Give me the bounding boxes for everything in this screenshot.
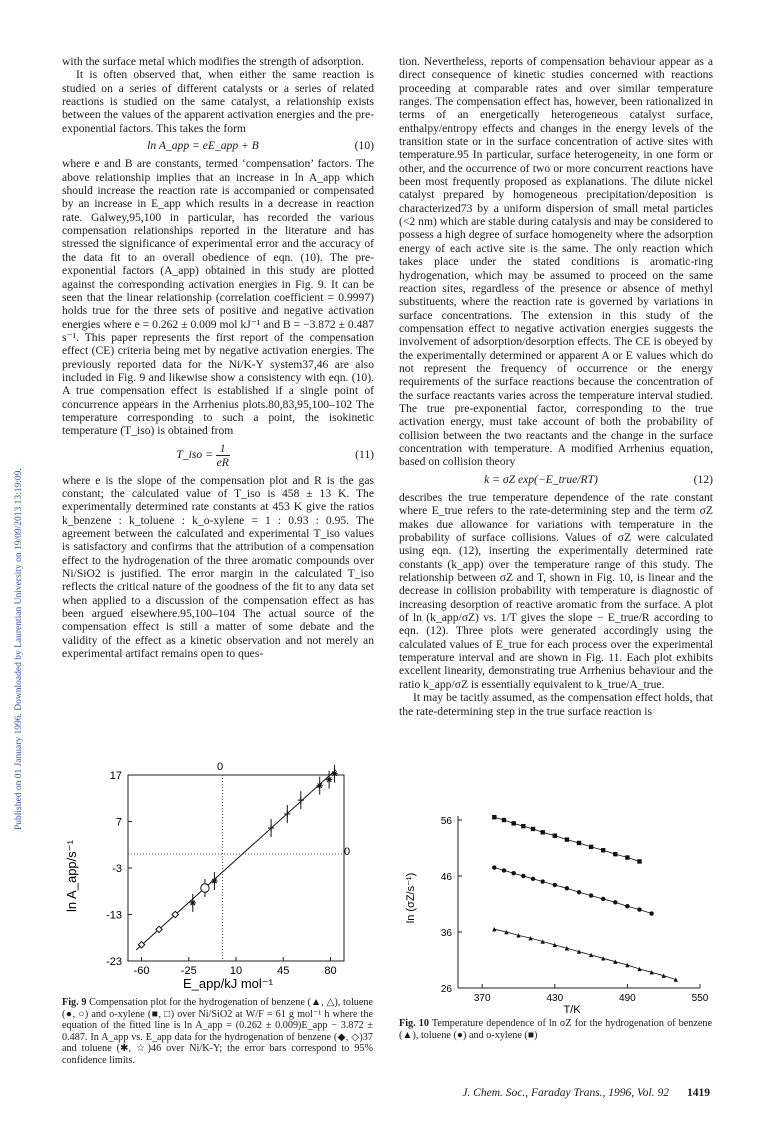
fraction-numerator: 1 — [216, 442, 230, 456]
data-point-circle — [541, 879, 545, 883]
data-point-square — [502, 818, 506, 822]
y-tick-label: 56 — [440, 816, 452, 827]
data-point-circle — [531, 877, 535, 881]
data-point-circle — [511, 871, 515, 875]
data-point-triangle — [613, 959, 617, 963]
data-point-star — [211, 878, 217, 884]
data-point-square — [531, 827, 535, 831]
y-tick-label: -13 — [106, 909, 122, 922]
equation-number: (11) — [355, 448, 374, 462]
y-axis-label: ln (σZ/s⁻¹) — [405, 872, 417, 924]
figure-10-caption — [399, 1018, 712, 1041]
data-point-square — [565, 837, 569, 841]
fraction-denominator: eR — [216, 455, 229, 469]
paragraph: where e is the slope of the compensation plot and R is the gas constant; the calculated value of T_iso is 458 ± 13 K. The experimentally determined rate constants at 453 K give the ratios k_benzene : k_toluene : k_o-xylene = 1 : 0.93 : 0.95. The agreement between the calculated and experimental T_iso values is satisfactory and confirms that the attribution of a compensation effect to the hydrogenation of the three aromatic compounds over Ni/SiO2 is justified. The error margin in the calculated T_iso reflects the critical nature of the goodness of the fit to any data set when applied to a discussion of the compensation effect as has been argued elsewhere.95,100–104 The actual source of the compensation effect is still a matter of some debate and the validity of the effect as a kinetic observation and not merely an experimental artifact remains open to ques- — [62, 473, 374, 661]
y-tick-label: 7 — [115, 816, 122, 829]
x-tick-label: -60 — [133, 965, 150, 977]
data-point-triangle — [649, 970, 653, 974]
data-point-circle — [553, 883, 557, 887]
data-point-triangle — [625, 963, 629, 967]
fraction — [216, 442, 230, 469]
data-point-triangle — [553, 943, 557, 947]
data-point-triangle — [589, 953, 593, 957]
x-tick-label: 10 — [229, 965, 243, 977]
right-column — [399, 55, 713, 718]
y-tick-label: 46 — [440, 872, 452, 883]
x-tick-label: 430 — [546, 993, 564, 1004]
equation-body: ln A_app = eE_app + B — [147, 139, 259, 153]
equation-body: k = σZ exp(−E_true/RT) — [484, 472, 598, 486]
data-point-circle — [577, 890, 581, 894]
data-point-circle — [601, 897, 605, 901]
data-point-triangle — [577, 949, 581, 953]
equation-number: (12) — [693, 472, 713, 486]
paragraph: It may be tacitly assumed, as the compensation effect holds, that the rate-determining step in the true surface reaction is — [399, 691, 713, 718]
data-point-open-circle — [201, 884, 209, 892]
y-axis-label: ln A_app/s⁻¹ — [64, 840, 79, 912]
caption-label: Fig. 9 — [62, 997, 87, 1008]
paragraph: It is often observed that, when either the same reaction is studied on a series of different catalysts or a series of related reactions is studied on the same catalyst, a relationship exists between the values of the apparent activation energies and the pre-exponential factors. This takes the form — [62, 68, 374, 135]
data-point-triangle — [601, 956, 605, 960]
fit-line — [136, 770, 336, 950]
x-axis-label: T/K — [563, 1004, 581, 1015]
caption-text: Compensation plot for the hydrogenation of benzene (▲, △), toluene (●, ○) and o-xylene (■, □) over Ni/SiO2 at W/F = 61 g mol⁻¹ h where the equation of the fitted line is ln A_app = (0.262 ± 0.009)E_app − 3.872 ± 0.487. In A_app vs. E_app data for the hydrogenation of benzene (◆, ◇)37 and toluene (✱, ☆)46 over Ni/K-Y; the error bars correspond to 95% confidence limits. — [62, 997, 374, 1066]
caption-text: Temperature dependence of ln σZ for the hydrogenation of benzene (▲), toluene (●) and o-xylene (■) — [399, 1018, 712, 1041]
y-tick-label: 26 — [440, 984, 452, 995]
data-point-square — [601, 848, 605, 852]
data-point-square — [553, 833, 557, 837]
download-watermark — [2, 250, 24, 830]
data-point-circle — [492, 865, 496, 869]
data-point-triangle — [541, 939, 545, 943]
equation-10 — [62, 139, 374, 152]
data-point-square — [521, 824, 525, 828]
journal-citation: J. Chem. Soc., Faraday Trans., 1996, Vol. 92 — [462, 1087, 669, 1099]
x-tick-label: -25 — [180, 965, 197, 977]
plot-area — [106, 765, 344, 977]
data-point-square — [577, 841, 581, 845]
left-column — [62, 55, 374, 660]
y-tick-label: 17 — [109, 770, 122, 782]
x-tick-label: 45 — [277, 965, 290, 977]
page-number: 1419 — [687, 1087, 710, 1099]
paragraph: describes the true temperature dependence of the rate constant where E_true refers to the rate-determining step and the term σZ makes due allowance for variations with temperature in the probability of surface collisions. Values of σZ were calculated using eqn. (12), inserting the experimentally determined rate constants (k_app) over the temperature range of this study. The relationship between σZ and T, shown in Fig. 10, is linear and the decrease in collision probability with temperature is diagnostic of increasing desorption of reactive aromatic from the surface. A plot of ln (k_app/σZ) vs. 1/T gives the slope − E_true/R according to eqn. (12). Three plots were generated accordingly using the calculated values of E_true for each process over the experimental temperature interval and are shown in Fig. 11. Each plot exhibits excellent linearity, demonstrating true Arrhenius behaviour and the ratio k_app/σZ is essentially equivalent to k_true/A_true. — [399, 491, 713, 691]
data-point-square — [625, 855, 629, 859]
data-point-star — [190, 900, 196, 906]
x-tick-label: 370 — [473, 993, 491, 1004]
figure-10-temperature-plot — [400, 810, 710, 1015]
zero-label-right: 0 — [344, 846, 351, 858]
data-point-star — [317, 782, 323, 788]
x-axis-label: E_app/kJ mol⁻¹ — [183, 976, 273, 991]
y-tick-label: -23 — [106, 956, 122, 968]
plot-area — [441, 815, 709, 1004]
data-point-circle — [521, 874, 525, 878]
figure-9-caption — [62, 997, 373, 1067]
figure-9-compensation-plot — [62, 760, 374, 992]
data-point-star — [331, 770, 337, 776]
download-watermark-text: Published on 01 January 1996. Downloaded by Laurentian University on 19/09/2013 13:19:09. — [14, 468, 24, 830]
data-point-circle — [589, 893, 593, 897]
paragraph: with the surface metal which modifies the strength of adsorption. — [62, 55, 365, 68]
data-point-square — [637, 859, 641, 863]
paragraph: where e and B are constants, termed ‘compensation’ factors. The above relationship implies that an increase in ln A_app which should increase the reaction rate is accompanied or compensated by an increase in E_app which results in a decrease in reaction rate. Galwey,95,100 in particular, has recorded the various compensation relationships reported in the literature and has stressed the significance of experimental error and the accuracy of the data fit to an overall obedience of eqn. (10). The pre-exponential factors (A_app) obtained in this study are plotted against the corresponding activation energies in Fig. 9. It can be seen that the linear relationship (correlation coefficient = 0.9997) holds true for the three sets of positive and negative activation energies where e = 0.262 ± 0.009 mol kJ⁻¹ and B = −3.872 ± 0.487 s⁻¹. This paper represents the first report of the compensation effect (CE) criteria being met by negative activation energies. The previously reported data for the Ni/K-Y system37,46 are also included in Fig. 9 and likewise show a consistency with eqn. (10). A true compensation effect is established if a single point of concurrence appears in the Arrhenius plots.80,83,95,100–102 The temperature corresponding to such a point, the isokinetic temperature (T_iso) is obtained from — [62, 157, 374, 438]
data-point-triangle — [662, 973, 666, 977]
data-point-triangle — [637, 967, 641, 971]
data-point-square — [541, 830, 545, 834]
equation-11 — [62, 442, 374, 469]
data-point-circle — [565, 886, 569, 890]
x-tick-label: 80 — [324, 965, 337, 977]
data-point-square — [511, 821, 515, 825]
data-point-triangle — [565, 946, 569, 950]
data-point-circle — [637, 907, 641, 911]
x-tick-label: 550 — [691, 993, 709, 1004]
plot-frame — [128, 775, 344, 961]
x-tick-label: 490 — [619, 993, 636, 1004]
paragraph: tion. Nevertheless, reports of compensation behaviour appear as a direct consequence of kinetic studies concerned with reactions proceeding at comparable rates and over similar temperature ranges. The compensation effect has, however, been rationalized in terms of an energetically heterogeneous catalyst surface, enthalpy/entropy effects and changes in the energy levels of the transition state or in the surface concentration of active sites with temperature.95 In particular, surface heterogeneity, in one form or other, and the occurrence of two or more concurrent reactions have been most frequently proposed as explanations. The dilute nickel catalyst prepared by homogeneous precipitation/deposition is characterized73 by a uniform dispersion of small metal particles (<2 nm) which are stable during catalysis and may be considered to possess a high degree of surface homogeneity where the adsorption energy of each active site is the same. The only reaction which takes place under the stated conditions is aromatic-ring hydrogenation, which may be assumed to proceed on the same reaction sites, regardless of the presence or absence of methyl substituents, where the reaction rate is governed by variations in surface concentrations. The extension in this study of the compensation effect to negative activation energies suggests the involvement of adsorption/desorption effects. The CE is obeyed by the experimentally determined or apparent A or E values which do not represent the frequency of occurrence or the energy requirements of the surface reactions because the concentration of the surface reactants varies across the temperature interval studied. The true pre-exponential factor, corresponding to the true activation energy, must take account of both the probability of collision between the two reactants and the change in the surface concentration with temperature. A modified Arrhenius equation, based on collision theory — [399, 55, 713, 469]
data-point-plus — [298, 797, 304, 803]
y-tick-label: 36 — [440, 928, 452, 939]
data-point-circle — [625, 904, 629, 908]
series-line — [494, 929, 676, 979]
data-point-square — [589, 845, 593, 849]
equation-number: (10) — [354, 139, 374, 153]
data-point-triangle — [674, 977, 678, 981]
data-point-star — [326, 776, 332, 782]
zero-label-top: 0 — [216, 761, 224, 773]
equation-body — [62, 442, 344, 469]
data-point-circle — [613, 900, 617, 904]
caption-label: Fig. 10 — [399, 1018, 429, 1029]
page-footer — [420, 1087, 710, 1099]
y-tick-label: -3 — [112, 863, 122, 875]
data-point-circle — [649, 911, 653, 915]
data-point-square — [613, 852, 617, 856]
data-point-circle — [502, 868, 506, 872]
data-point-square — [492, 815, 496, 819]
equation-lhs: T_iso = — [176, 447, 213, 461]
equation-12 — [399, 473, 713, 486]
